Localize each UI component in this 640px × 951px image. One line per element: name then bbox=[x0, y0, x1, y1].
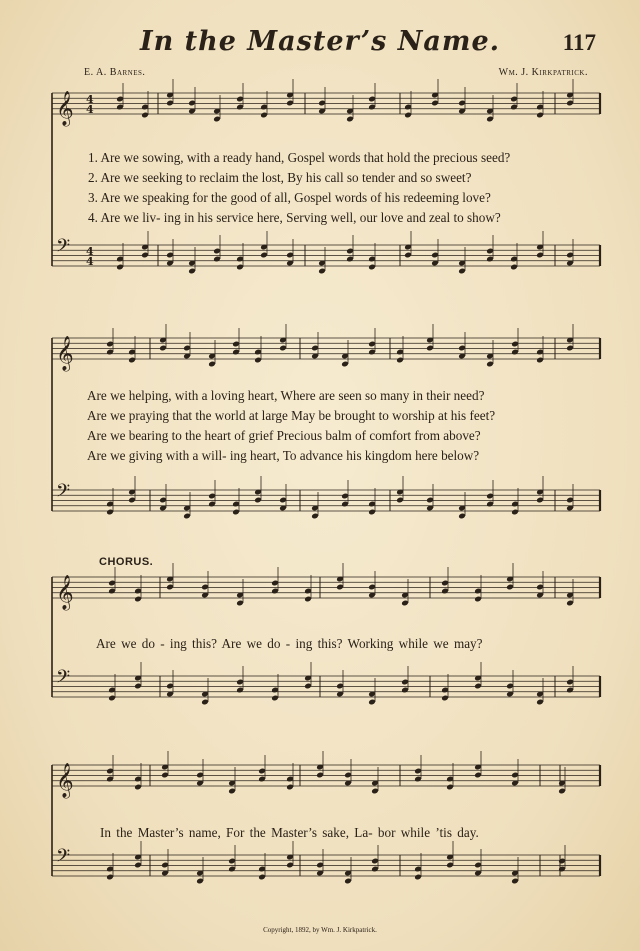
treble-clef-icon: 𝄞 bbox=[56, 336, 74, 371]
time-signature-numerator: 4 bbox=[86, 245, 94, 258]
chorus-lyric-line-1: Are we do - ing this? Are we do - ing this? Working while we may? bbox=[96, 636, 483, 651]
treble-clef-icon: 𝄞 bbox=[56, 575, 74, 610]
bass-clef-icon: 𝄢 bbox=[56, 236, 71, 261]
time-signature-numerator: 4 bbox=[86, 93, 94, 106]
verse-block-1 bbox=[88, 148, 510, 228]
verse-line: Are we praying that the world at large May be brought to worship at his feet? bbox=[87, 408, 496, 423]
verse-line: 3. Are we speaking for the good of all, Gospel words of his redeeming love? bbox=[88, 190, 491, 205]
bass-clef-icon: 𝄢 bbox=[56, 667, 71, 692]
verse-line: 1. Are we sowing, with a ready hand, Gospel words that hold the precious seed? bbox=[88, 150, 511, 165]
bass-clef-icon: 𝄢 bbox=[56, 481, 71, 506]
lyricist-credit: E. A. Barnes. bbox=[84, 67, 146, 78]
verse-line: 4. Are we liv- ing in his service here, Serving well, our love and zeal to show? bbox=[88, 210, 501, 225]
chorus-lyric-line-2: In the Master’s name, For the Master’s sake, La- bor while ’tis day. bbox=[100, 825, 479, 840]
composer-credit: Wm. J. Kirkpatrick. bbox=[498, 67, 588, 78]
chorus-label: CHORUS. bbox=[99, 556, 154, 568]
bass-clef-icon: 𝄢 bbox=[56, 846, 71, 871]
verse-line: Are we bearing to the heart of grief Precious balm of comfort from above? bbox=[87, 428, 481, 443]
verse-line: 2. Are we seeking to reclaim the lost, By his call so tender and so sweet? bbox=[88, 170, 472, 185]
verse-block-2 bbox=[87, 386, 495, 466]
treble-clef-icon: 𝄞 bbox=[56, 763, 74, 798]
verse-line: Are we giving with a will- ing heart, To advance his kingdom here below? bbox=[87, 448, 480, 463]
hymn-title: In the Master’s Name. bbox=[139, 26, 501, 57]
treble-clef-icon: 𝄞 bbox=[56, 91, 74, 126]
copyright-notice: Copyright, 1892, by Wm. J. Kirkpatrick. bbox=[263, 926, 377, 934]
time-signature-denominator: 4 bbox=[86, 103, 94, 116]
time-signature-denominator: 4 bbox=[86, 255, 94, 268]
page-number: 117 bbox=[562, 30, 596, 55]
verse-line: Are we helping, with a loving heart, Where are seen so many in their need? bbox=[87, 388, 485, 403]
